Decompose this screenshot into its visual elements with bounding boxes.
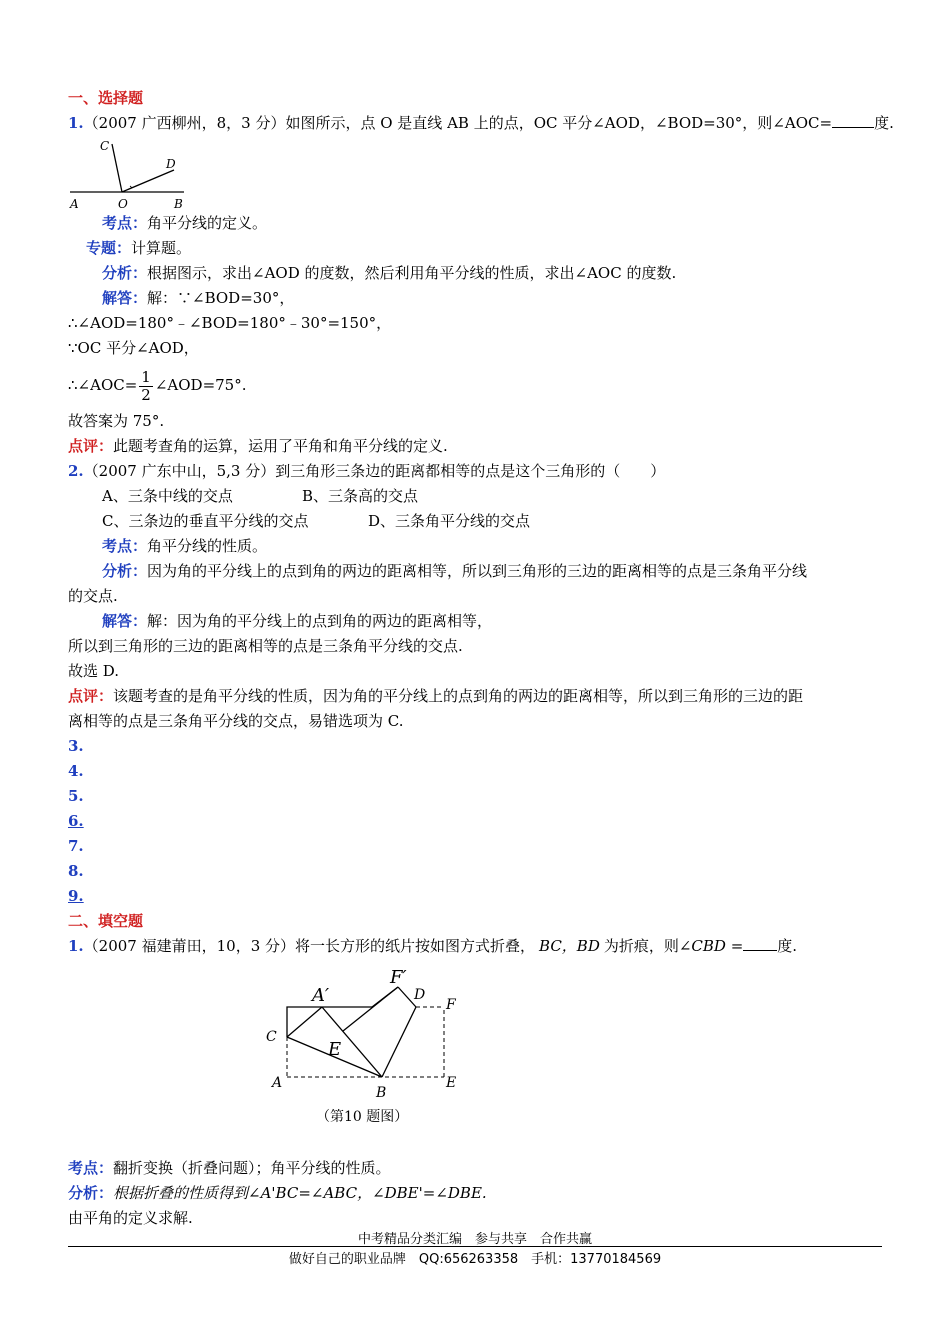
zhuanti-label: 专题： — [86, 239, 132, 257]
footer-slogan: 中考精品分类汇编 参与共享 合作共赢 — [357, 1232, 592, 1247]
jieda-line: 解：∵∠BOD=30°， — [147, 289, 295, 307]
f1-number: 1. — [68, 937, 84, 955]
question-number: 7. — [68, 837, 84, 855]
section-title-choice: 一、选择题 — [68, 89, 144, 107]
f1-angle: ∠CBD = — [678, 937, 744, 955]
zhuanti-text: 计算题。 — [131, 239, 192, 257]
label-d: D — [414, 987, 426, 1003]
q2-text: （2007 广东中山，5,3 分）到三角形三条边的距离都相等的点是这个三角形的（ ） — [83, 462, 666, 480]
section-title-fill: 二、填空题 — [68, 912, 144, 930]
q2-kaodian — [68, 534, 888, 559]
q1-jieda-3: ∵OC 平分∠AOD， — [68, 339, 199, 357]
q2-jieda-2: 所以到三角形的三边的距离相等的点是三条角平分线的交点. — [68, 637, 463, 655]
q1-text-b: 度. — [874, 114, 894, 132]
fenxi-label: 分析： — [102, 264, 148, 282]
kaodian-label: 考点： — [102, 537, 148, 555]
label-d: D — [166, 157, 176, 171]
label-c: C — [100, 140, 110, 153]
f1-math: BC，BD — [539, 937, 600, 955]
jieda-line: 解：因为角的平分线上的点到角的两边的距离相等， — [147, 612, 493, 630]
q1-number: 1. — [68, 114, 84, 132]
f1-kaodian — [68, 1156, 888, 1181]
question-number: 8. — [68, 862, 84, 880]
q1-figure-space — [68, 136, 888, 211]
q2-dianping — [68, 684, 888, 709]
label-a: A — [272, 1075, 283, 1091]
q1-fenxi — [68, 261, 888, 286]
label-c: C — [266, 1029, 277, 1045]
q1-jieda — [68, 286, 888, 311]
q2-options-ab — [68, 484, 888, 509]
question-number: 5. — [68, 787, 84, 805]
label-e: E — [446, 1075, 457, 1091]
q2-options-cd — [68, 509, 888, 534]
label-f: F — [446, 997, 456, 1013]
fenxi-label: 分析： — [102, 562, 148, 580]
q1-jieda-4 — [68, 361, 888, 409]
q2-option-c: C、三条边的垂直平分线的交点 — [102, 512, 309, 530]
jieda-label: 解答： — [102, 289, 148, 307]
q1-text-a: （2007 广西柳州，8，3 分）如图所示，点 O 是直线 AB 上的点，OC 平分∠AOD，∠BOD=30°，则∠AOC= — [83, 114, 833, 132]
label-b: B — [174, 197, 183, 211]
question-number: 9. — [68, 887, 84, 905]
q2-option-d: D、三条角平分线的交点 — [368, 512, 531, 530]
f1-answer-blank — [743, 936, 777, 951]
q2-number: 2. — [68, 462, 84, 480]
label-a-prime: A′ — [312, 985, 330, 1006]
f1-text-b: 为折痕，则 — [603, 937, 679, 955]
q2-jieda — [68, 609, 888, 634]
fraction-numerator: 1 — [141, 367, 151, 386]
fenxi-text: 根据折叠的性质得到∠A'BC=∠ABC，∠DBE'=∠DBE. — [113, 1184, 487, 1202]
ray-oc — [112, 144, 122, 192]
f1-fenxi-2: 由平角的定义求解. — [68, 1209, 193, 1227]
label-o: O — [118, 197, 128, 211]
kaodian-text: 角平分线的定义。 — [147, 214, 268, 232]
q1-zhuanti — [68, 236, 888, 261]
label-e-prime: E — [328, 1039, 342, 1060]
question-number: 6. — [68, 812, 84, 830]
footer-contact: 做好自己的职业品牌 QQ:656263358 手机：13770184569 — [288, 1252, 662, 1267]
figure-angle-aod — [68, 140, 188, 212]
q2-stem — [68, 459, 888, 484]
ray-od — [122, 170, 174, 192]
jieda-label: 解答： — [102, 612, 148, 630]
f1-text-c: 度. — [777, 937, 798, 955]
kaodian-label: 考点： — [102, 214, 148, 232]
edge-top-f1 — [372, 987, 398, 1007]
fraction-denominator: 2 — [141, 385, 151, 404]
question-number: 4. — [68, 762, 84, 780]
q2-jieda-3: 故选 D. — [68, 662, 120, 680]
fenxi-label: 分析： — [68, 1184, 114, 1202]
dianping-label: 点评： — [68, 437, 114, 455]
q2-option-b: B、三条高的交点 — [302, 487, 419, 505]
kaodian-text: 翻折变换（折叠问题）；角平分线的性质。 — [113, 1159, 391, 1177]
q2-dianping-2: 离相等的点是三条角平分线的交点，易错选项为 C. — [68, 712, 404, 730]
q1-kaodian — [68, 211, 888, 236]
label-a: A — [70, 197, 79, 211]
jieda4-b: ∠AOD=75°. — [154, 376, 247, 394]
document-body — [68, 86, 894, 959]
fenxi-text: 根据图示，求出∠AOD 的度数，然后利用角平分线的性质，求出∠AOC 的度数. — [147, 264, 677, 282]
jieda4-a: ∴∠AOC= — [68, 376, 138, 394]
q1-jieda-5: 故答案为 75°. — [68, 412, 165, 430]
f1-text-a: （2007 福建莆田，10，3 分）将一长方形的纸片按如图方式折叠， — [83, 937, 536, 955]
question-number: 3. — [68, 737, 84, 755]
dianping-label: 点评： — [68, 687, 114, 705]
kaodian-label: 考点： — [68, 1159, 114, 1177]
q2-fenxi-2: 的交点. — [68, 587, 118, 605]
dianping-text: 此题考查角的运算，运用了平角和角平分线的定义. — [113, 437, 448, 455]
label-b: B — [376, 1085, 387, 1101]
edge-ca1 — [287, 1007, 322, 1037]
dianping-text: 该题考查的是角平分线的性质，因为角的平分线上的点到角的两边的距离相等，所以到三角形的三边的距 — [113, 687, 804, 705]
q2-option-a: A、三条中线的交点 — [102, 487, 233, 505]
fraction-one-half — [139, 369, 153, 404]
crease-bd — [382, 1007, 416, 1077]
q1-stem — [68, 111, 894, 136]
figure-folded-rectangle — [262, 965, 482, 1135]
footer-divider — [68, 1246, 882, 1247]
edge-c-top — [287, 1007, 372, 1037]
f1-stem — [68, 934, 888, 959]
label-f-prime: F′ — [390, 967, 407, 988]
kaodian-text: 角平分线的性质。 — [147, 537, 268, 555]
f1-solution — [68, 1156, 888, 1231]
q1-jieda-2: ∴∠AOD=180°﹣∠BOD=180°﹣30°=150°， — [68, 314, 392, 332]
f1-fenxi — [68, 1181, 888, 1206]
figure-caption: （第10 题图） — [316, 1109, 409, 1125]
q2-fenxi — [68, 559, 888, 584]
fenxi-text: 因为角的平分线上的点到角的两边的距离相等，所以到三角形的三边的距离相等的点是三条角平分线 — [147, 562, 808, 580]
q1-dianping — [68, 434, 888, 459]
q1-answer-blank — [832, 113, 874, 128]
